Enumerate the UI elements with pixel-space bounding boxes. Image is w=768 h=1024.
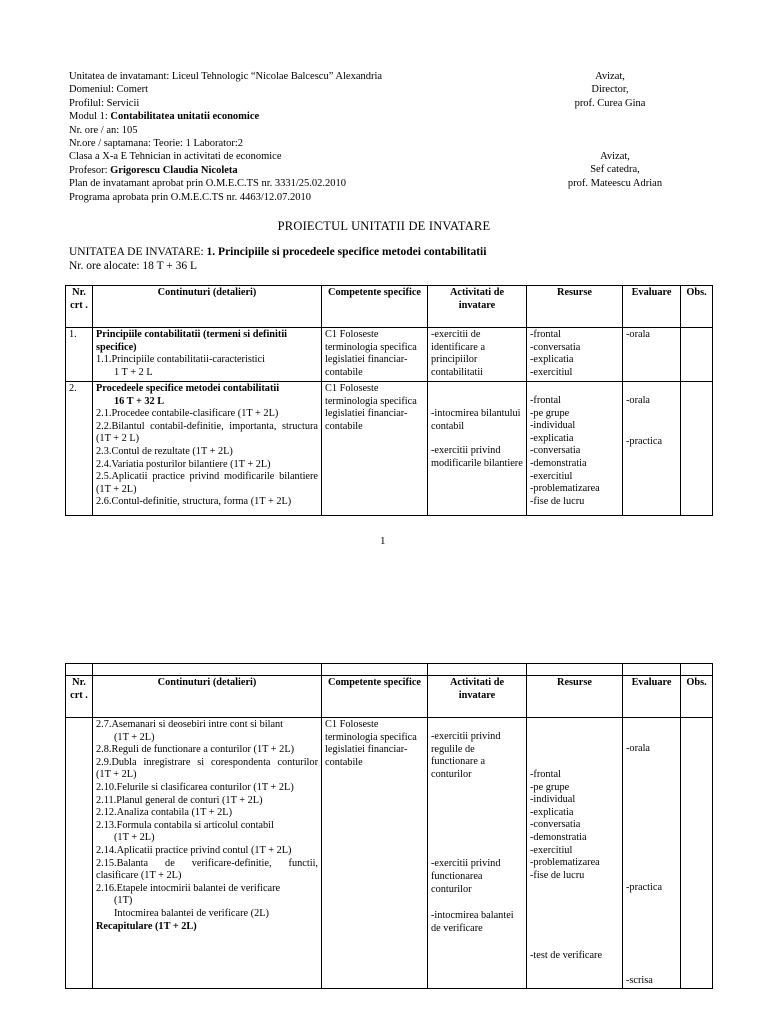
row-item: 1 T + 2 L bbox=[114, 366, 153, 378]
row-title: Principiile contabilitatii (termeni si definitii specifice) bbox=[96, 329, 288, 353]
evaluation-item: -orala bbox=[626, 395, 651, 406]
activity-item: -intocmirea bilantului contabil bbox=[431, 408, 521, 432]
row-nr: 1. bbox=[66, 328, 93, 382]
unit-prefix: UNITATEA DE INVATARE: bbox=[69, 246, 207, 258]
row-item: 2.8.Reguli de functionare a conturilor (1T + 2L) bbox=[96, 744, 295, 756]
school-line: Unitatea de invatamant: Liceul Tehnologic “Nicolae Balcescu” Alexandria bbox=[69, 71, 383, 82]
module-name: Contabilitatea unitatii economice bbox=[110, 111, 260, 123]
row-resources bbox=[527, 382, 623, 516]
row-content bbox=[93, 328, 322, 382]
resource-item: -problematizarea bbox=[530, 483, 600, 495]
plan-table-page1 bbox=[65, 285, 713, 516]
teacher-prefix: Profesor: bbox=[69, 164, 111, 176]
table-header-row bbox=[66, 676, 713, 718]
evaluation-item: -scrisa bbox=[626, 975, 653, 987]
row-item: (1T + 2L) bbox=[114, 832, 155, 844]
row-evaluation bbox=[623, 382, 681, 516]
row-item: 2.1.Procedee contabile-clasificare (1T + 2L) bbox=[96, 408, 279, 420]
row-item: 2.12.Analiza contabila (1T + 2L) bbox=[96, 807, 233, 819]
row-competence: C1 Foloseste terminologia specifica legislatiei financiar-contabile bbox=[322, 718, 428, 989]
document-title: PROIECTUL UNITATII DE INVATARE bbox=[277, 219, 491, 233]
resource-item: -pe grupe bbox=[530, 781, 570, 793]
row-item: 2.7.Asemanari si deosebiri intre cont si bilant bbox=[96, 719, 284, 730]
row-item: Intocmirea balantei de verificare (2L) bbox=[114, 907, 269, 919]
row-activity bbox=[428, 718, 527, 989]
row-item: 2.13.Formula contabila si articolul contabil bbox=[96, 819, 274, 831]
table-row bbox=[66, 718, 713, 989]
resource-item: -conversatia bbox=[530, 819, 581, 831]
row-item: 2.3.Contul de rezultate (1T + 2L) bbox=[96, 445, 233, 457]
resource-item: -pe grupe bbox=[530, 407, 570, 419]
row-item: 2.2.Bilantul contabil-definitie, importanta, structura (1T + 2 L) bbox=[96, 420, 318, 445]
teacher-name: Grigorescu Claudia Nicoleta bbox=[110, 164, 238, 176]
table-blank-row bbox=[66, 664, 713, 676]
approval-head-of-department bbox=[560, 150, 670, 190]
row-item: 2.10.Felurile si clasificarea conturilor (1T + 2L) bbox=[96, 781, 294, 793]
row-competence: C1 Foloseste terminologia specifica legislatiei financiar-contabile bbox=[322, 328, 428, 382]
row-item: 2.6.Contul-definitie, structura, forma (1T + 2L) bbox=[96, 496, 292, 508]
header-activities: Activitati de invatare bbox=[428, 286, 527, 328]
profile-line: Profilul: Servicii bbox=[69, 97, 140, 109]
approval-director-line: prof. Curea Gina bbox=[574, 97, 646, 109]
row-item: 1.1.Principiile contabilitatii-caracteristici bbox=[96, 354, 265, 366]
resource-item: -explicatia bbox=[530, 354, 574, 366]
row-resources bbox=[527, 328, 623, 382]
resource-item: -individual bbox=[530, 794, 576, 806]
table-header-row bbox=[66, 286, 713, 328]
header-resources: Resurse bbox=[527, 676, 623, 718]
row-hours: 16 T + 32 L bbox=[114, 395, 165, 407]
header-content: Continuturi (detalieri) bbox=[93, 676, 322, 718]
hours-year-line: Nr. ore / an: 105 bbox=[69, 124, 138, 136]
row-item: 2.15.Balanta de verificare-definitie, functii, clasificare (1T + 2L) bbox=[96, 857, 318, 882]
row-title: Procedeele specifice metodei contabilitatii bbox=[96, 383, 280, 394]
row-content bbox=[93, 718, 322, 989]
unit-heading bbox=[69, 245, 486, 273]
teacher-line bbox=[69, 164, 382, 177]
header-nr: Nr. crt . bbox=[66, 676, 93, 718]
resource-item: -demonstratia bbox=[530, 457, 587, 469]
program-line: Programa aprobata prin O.M.E.C.TS nr. 4463/12.07.2010 bbox=[69, 191, 312, 203]
resource-item: -frontal bbox=[530, 395, 561, 406]
module-prefix: Modul 1: bbox=[69, 111, 111, 123]
resource-item: -conversatia bbox=[530, 445, 581, 457]
approval-head-line: Avizat, bbox=[600, 151, 630, 162]
approval-director-line: Director, bbox=[591, 84, 629, 96]
row-resources bbox=[527, 718, 623, 989]
activity-item: -exercitii privind modificarile bilantiere bbox=[431, 445, 523, 469]
row-item: (1T) bbox=[114, 895, 133, 907]
domain-line: Domeniul: Comert bbox=[69, 84, 149, 96]
table-row bbox=[66, 382, 713, 516]
row-item: 2.14.Aplicatii practice privind contul (1T + 2L) bbox=[96, 844, 292, 856]
row-evaluation: -orala bbox=[623, 328, 681, 382]
row-item: 2.4.Variatia posturilor bilantiere (1T + 2L) bbox=[96, 458, 271, 470]
row-activity: -exercitii de identificare a principiilor contabilitatii bbox=[428, 328, 527, 382]
approval-head-line: prof. Mateescu Adrian bbox=[567, 177, 663, 189]
row-evaluation bbox=[623, 718, 681, 989]
resource-item: -explicatia bbox=[530, 806, 574, 818]
resource-item: -demonstratia bbox=[530, 831, 587, 843]
row-obs bbox=[681, 382, 713, 516]
row-obs bbox=[681, 718, 713, 989]
resource-item: -fise de lucru bbox=[530, 869, 585, 881]
resource-item: -problematizarea bbox=[530, 857, 600, 869]
plan-line: Plan de invatamant aprobat prin O.M.E.C.TS nr. 3331/25.02.2010 bbox=[69, 178, 347, 190]
resource-item: -fise de lucru bbox=[530, 495, 585, 507]
header-evaluation: Evaluare bbox=[623, 676, 681, 718]
row-content bbox=[93, 382, 322, 516]
header-resources: Resurse bbox=[527, 286, 623, 328]
row-activity bbox=[428, 382, 527, 516]
row-obs bbox=[681, 328, 713, 382]
evaluation-item: -practica bbox=[626, 881, 663, 893]
unit-name: 1. Principiile si procedeele specifice metodei contabilitatii bbox=[206, 246, 487, 258]
evaluation-item: -practica bbox=[626, 435, 663, 447]
header-activities: Activitati de invatare bbox=[428, 676, 527, 718]
header-obs: Obs. bbox=[681, 286, 713, 328]
resource-item: -test de verificare bbox=[530, 950, 603, 962]
header-competences: Competente specifice bbox=[322, 676, 428, 718]
row-item: 2.11.Planul general de conturi (1T + 2L) bbox=[96, 794, 263, 806]
header-obs: Obs. bbox=[681, 676, 713, 718]
unit-line bbox=[69, 245, 486, 259]
table-row bbox=[66, 328, 713, 382]
row-nr bbox=[66, 718, 93, 989]
resource-item: -conversatia bbox=[530, 341, 581, 353]
evaluation-item: -orala bbox=[626, 743, 651, 754]
module-line bbox=[69, 110, 382, 123]
resource-item: -exercitiul bbox=[530, 366, 573, 378]
class-line: Clasa a X-a E Tehnician in activitati de economice bbox=[69, 151, 282, 163]
header-evaluation: Evaluare bbox=[623, 286, 681, 328]
header-content: Continuturi (detalieri) bbox=[93, 286, 322, 328]
resource-item: -frontal bbox=[530, 329, 561, 340]
row-nr: 2. bbox=[66, 382, 93, 516]
header-competences: Competente specifice bbox=[322, 286, 428, 328]
resource-item: -exercitiul bbox=[530, 470, 573, 482]
page-number: 1 bbox=[380, 535, 386, 547]
header-left-block bbox=[69, 70, 382, 204]
row-title: Recapitulare (1T + 2L) bbox=[96, 920, 197, 932]
activity-item: -exercitii privind regulile de functionare a conturilor bbox=[431, 731, 501, 780]
resource-item: -exercitiul bbox=[530, 844, 573, 856]
row-item: 2.16.Etapele intocmirii balantei de verificare bbox=[96, 882, 281, 894]
resource-item: -frontal bbox=[530, 769, 561, 780]
hours-week-line: Nr.ore / saptamana: Teorie: 1 Laborator:2 bbox=[69, 138, 244, 150]
activity-item: -intocmirea balantei de verificare bbox=[431, 910, 514, 934]
approval-director-line: Avizat, bbox=[595, 71, 625, 82]
resource-item: -explicatia bbox=[530, 432, 574, 444]
row-item: (1T + 2L) bbox=[114, 731, 155, 743]
row-item: 2.9.Dubla inregistrare si corespondenta conturilor (1T + 2L) bbox=[96, 756, 318, 781]
plan-table-page2 bbox=[65, 663, 713, 989]
row-competence: C1 Foloseste terminologia specifica legislatiei financiar-contabile bbox=[322, 382, 428, 516]
approval-head-line: Sef catedra, bbox=[590, 164, 640, 176]
header-nr: Nr. crt . bbox=[66, 286, 93, 328]
unit-hours: Nr. ore alocate: 18 T + 36 L bbox=[69, 260, 198, 272]
row-item: 2.5.Aplicatii practice privind modificarile bilantiere (1T + 2L) bbox=[96, 471, 318, 495]
approval-director bbox=[560, 70, 660, 110]
activity-item: -exercitii privind functionarea conturilor bbox=[431, 858, 501, 895]
resource-item: -individual bbox=[530, 420, 576, 432]
